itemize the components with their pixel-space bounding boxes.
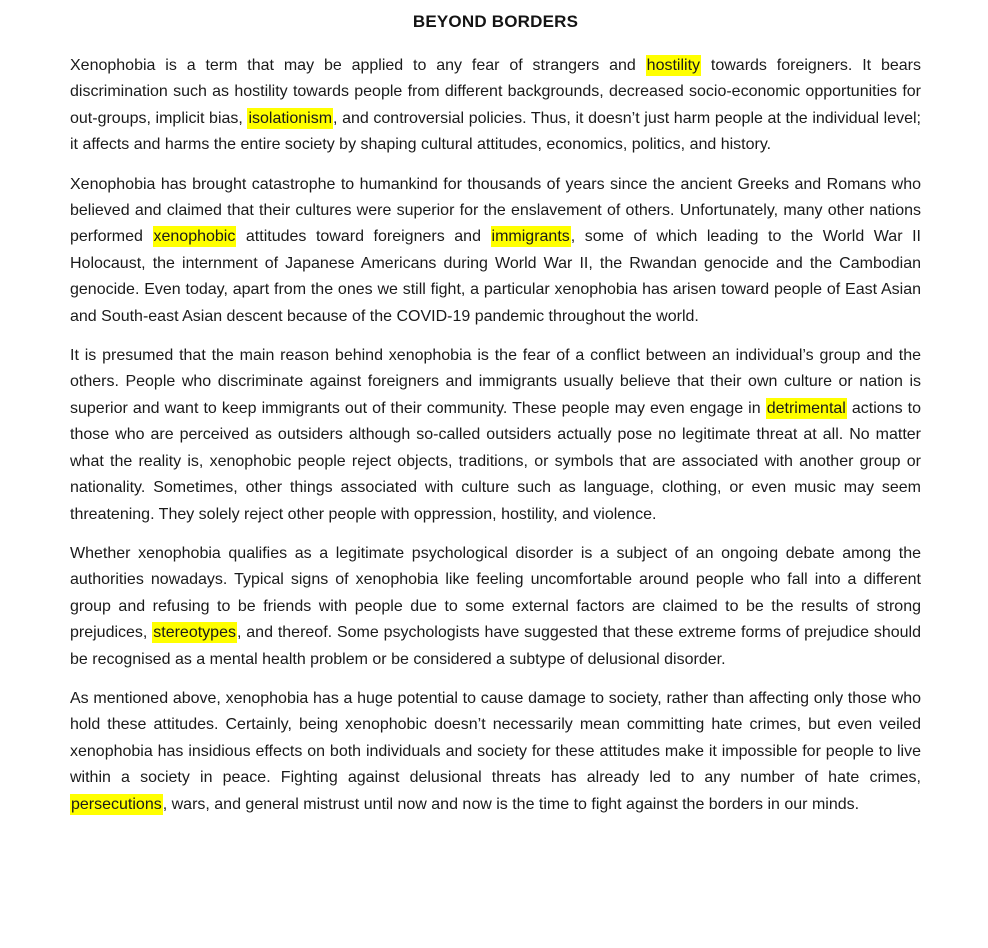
text-segment: As mentioned above, xenophobia has a huge potential to cause damage to society, rather than affecting only those who hold these attitudes. Certainly, being xenophobic doesn’t necessarily mean committing hate crimes, but even veiled xenophobia has insidious effects on both individuals and society for these attitudes make it impossible for people to live within a society in peace. Fighting against delusional threats has already led to any number of hate crimes, <box>70 689 921 787</box>
highlighted-term: persecutions <box>71 795 162 813</box>
text-segment: , wars, and general mistrust until now and now is the time to fight against the borders in our minds. <box>162 795 860 813</box>
text-segment: , and thereof. Some psychologists have suggested that these extreme forms of prejudice should be recognised as a mental health problem or be considered a subtype of delusional disorder. <box>70 624 922 668</box>
text-segment: actions to those who are perceived as outsiders although so-called outsiders actually pose no legitimate threat at all. No matter what the reality is, xenophobic people reject objects, traditions, or symbols that are associated with another group or nationality. Sometimes, other things associated with culture such as language, clothing, or even music may seem threatening. They solely reject other people with oppression, hostility, and violence. <box>70 399 921 523</box>
text-segment: Xenophobia has brought catastrophe to humankind for thousands of years since the ancient Greeks and Romans who believed and claimed that their cultures were superior for the enslavement of others. Unfortunately, many other nations performed <box>70 175 921 246</box>
paragraph <box>70 686 921 818</box>
paragraph <box>70 53 921 159</box>
highlighted-term: immigrants <box>491 228 570 246</box>
document-title: BEYOND BORDERS <box>412 12 579 31</box>
text-segment: Whether xenophobia qualifies as a legitimate psychological disorder is a subject of an ongoing debate among the authorities nowadays. Typical signs of xenophobia like feeling uncomfortable around people who fall into a different group and refusing to be friends with people due to some external factors are claimed to be the results of strong prejudices, <box>70 544 921 642</box>
highlighted-term: isolationism <box>248 109 333 127</box>
document-body <box>70 53 921 818</box>
text-segment: , and controversial policies. Thus, it doesn’t just harm people at the individual level; it affects and harms the entire society by shaping cultural attitudes, economics, politics, and history. <box>70 109 921 154</box>
paragraph <box>70 172 921 330</box>
highlighted-term: hostility <box>646 57 701 74</box>
text-segment: attitudes toward foreigners and <box>236 228 491 246</box>
highlighted-term: stereotypes <box>153 624 236 642</box>
highlighted-term: detrimental <box>766 399 846 417</box>
text-segment: , some of which leading to the World War II Holocaust, the internment of Japanese Americans during World War II, the Rwandan genocide and the Cambodian genocide. Even today, apart from the ones we still fight, a particular xenophobia has arisen toward people of East Asian and South-east Asian descent because of the COVID-19 pandemic throughout the world. <box>70 228 921 325</box>
text-segment: Xenophobia is a term that may be applied to any fear of strangers and <box>70 57 646 74</box>
text-segment: It is presumed that the main reason behind xenophobia is the fear of a conflict between an individual’s group and the others. People who discriminate against foreigners and immigrants usually believe that their own culture or nation is superior and want to keep immigrants out of their community. These people may even engage in <box>70 347 921 417</box>
paragraph <box>70 541 921 673</box>
text-segment: towards foreigners. It bears discrimination such as hostility towards people from different backgrounds, decreased socio-economic opportunities for out-groups, implicit bias, <box>70 57 922 127</box>
paragraph <box>70 343 921 528</box>
highlighted-term: xenophobic <box>153 228 236 246</box>
